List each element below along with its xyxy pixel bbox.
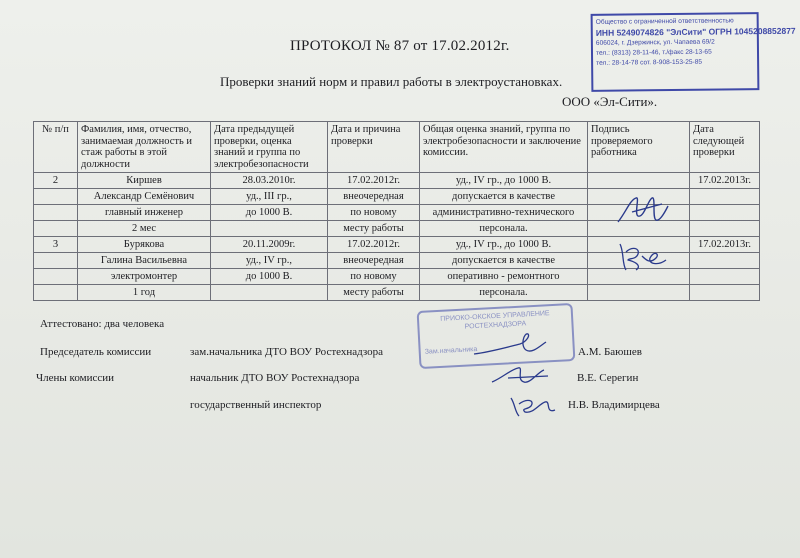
- cell-name: Бурякова: [78, 237, 211, 253]
- cell-number: [34, 189, 78, 205]
- stamp-line: тел.: (8313) 28-11-46, т./факс 28-13-65: [595, 48, 712, 57]
- cell-next-check: 17.02.2013г.: [690, 237, 760, 253]
- cell-check-date: внеочередная: [328, 253, 420, 269]
- header-next-check: Дата следующей проверки: [690, 122, 760, 173]
- signature-member2: [505, 390, 565, 420]
- cell-previous-check: до 1000 В.: [211, 205, 328, 221]
- cell-next-check: [690, 269, 760, 285]
- cell-check-date: месту работы: [328, 285, 420, 301]
- cell-previous-check: 28.03.2010г.: [211, 173, 328, 189]
- cell-previous-check: [211, 285, 328, 301]
- stamp-line: ИНН 5249074826 "ЭлСити" ОГРН 1045208852877: [595, 26, 796, 39]
- table-row: [34, 285, 760, 301]
- member2-name: Н.В. Владимирцева: [568, 399, 660, 411]
- header-check-date: Дата и причина проверки: [328, 122, 420, 173]
- cell-next-check: [690, 221, 760, 237]
- cell-number: [34, 205, 78, 221]
- organization-name: ООО «Эл-Сити».: [562, 94, 658, 109]
- cell-name: Киршев: [78, 173, 211, 189]
- cell-assessment: уд., IV гр., до 1000 В.: [420, 237, 588, 253]
- chairman-label: Председатель комиссии: [40, 346, 152, 358]
- cell-check-date: по новому: [328, 269, 420, 285]
- stamp-line: тел.: 28-14-78 сот. 8-908-153-25-85: [596, 58, 703, 68]
- cell-check-date: 17.02.2012г.: [328, 237, 420, 253]
- header-name: Фамилия, имя, отчество, занимаемая должность и стаж работы в этой должности: [78, 122, 211, 173]
- cell-next-check: 17.02.2013г.: [690, 173, 760, 189]
- stamp-line: 606024, г. Дзержинск, ул. Чапаева 69/2: [595, 38, 715, 47]
- cell-name: главный инженер: [78, 205, 211, 221]
- cell-assessment: административно-технического: [420, 205, 588, 221]
- gov-stamp-line: РОСТЕХНАДЗОРА: [464, 320, 527, 331]
- protocol-title: ПРОТОКОЛ № 87 от 17.02.2012г.: [290, 38, 510, 54]
- cell-name: 2 мес: [78, 221, 211, 237]
- cell-number: [34, 221, 78, 237]
- cell-signature: [588, 173, 690, 189]
- header-previous-check: Дата предыдущей проверки, оценка знаний и группа по электробезопасности: [211, 122, 328, 173]
- header-assessment: Общая оценка знаний, группа по электробезопасности и заключение комиссии.: [420, 122, 588, 173]
- cell-next-check: [690, 189, 760, 205]
- protocol-subtitle: Проверки знаний норм и правил работы в электроустановках.: [220, 74, 563, 89]
- member2-position: государственный инспектор: [190, 399, 322, 411]
- header-number: № п/п: [34, 122, 78, 173]
- cell-previous-check: уд., III гр.,: [211, 189, 328, 205]
- cell-check-date: внеочередная: [328, 189, 420, 205]
- cell-name: 1 год: [78, 285, 211, 301]
- stamp-line: Общество с ограниченной ответственностью: [595, 17, 734, 26]
- cell-assessment: персонала.: [420, 221, 588, 237]
- cell-check-date: 17.02.2012г.: [328, 173, 420, 189]
- company-stamp: [591, 12, 796, 92]
- member1-position: начальник ДТО ВОУ Ростехнадзора: [190, 372, 360, 384]
- cell-number: 2: [34, 173, 78, 189]
- signature-kirshev: [612, 192, 672, 230]
- cell-number: 3: [34, 237, 78, 253]
- signature-chairman: [470, 330, 550, 364]
- cell-name: Александр Семёнович: [78, 189, 211, 205]
- cell-previous-check: 20.11.2009г.: [211, 237, 328, 253]
- cell-previous-check: уд., IV гр.,: [211, 253, 328, 269]
- member1-name: В.Е. Серегин: [577, 372, 639, 384]
- cell-number: [34, 285, 78, 301]
- gov-stamp-line: Зам.начальника: [424, 346, 478, 356]
- chairman-name: А.М. Баюшев: [578, 346, 642, 358]
- gov-stamp-line: ПРИОКО-ОКСКОЕ УПРАВЛЕНИЕ: [440, 310, 550, 323]
- cell-previous-check: [211, 221, 328, 237]
- cell-check-date: месту работы: [328, 221, 420, 237]
- signature-buryakova: [610, 236, 670, 276]
- cell-number: [34, 269, 78, 285]
- cell-previous-check: до 1000 В.: [211, 269, 328, 285]
- cell-assessment: оперативно - ремонтного: [420, 269, 588, 285]
- cell-assessment: уд., IV гр., до 1000 В.: [420, 173, 588, 189]
- cell-next-check: [690, 285, 760, 301]
- cell-signature: [588, 285, 690, 301]
- cell-name: электромонтер: [78, 269, 211, 285]
- table-header-row: [34, 122, 760, 173]
- table-row: [34, 173, 760, 189]
- signature-member1: [488, 360, 558, 390]
- header-signature: Подпись проверяемого работника: [588, 122, 690, 173]
- cell-assessment: персонала.: [420, 285, 588, 301]
- cell-number: [34, 253, 78, 269]
- cell-next-check: [690, 205, 760, 221]
- cell-next-check: [690, 253, 760, 269]
- cell-assessment: допускается в качестве: [420, 253, 588, 269]
- cell-assessment: допускается в качестве: [420, 189, 588, 205]
- cell-name: Галина Васильевна: [78, 253, 211, 269]
- attested-text: Аттестовано: два человека: [40, 318, 165, 330]
- chairman-position: зам.начальника ДТО ВОУ Ростехнадзора: [190, 346, 384, 358]
- cell-check-date: по новому: [328, 205, 420, 221]
- members-label: Члены комиссии: [36, 372, 115, 384]
